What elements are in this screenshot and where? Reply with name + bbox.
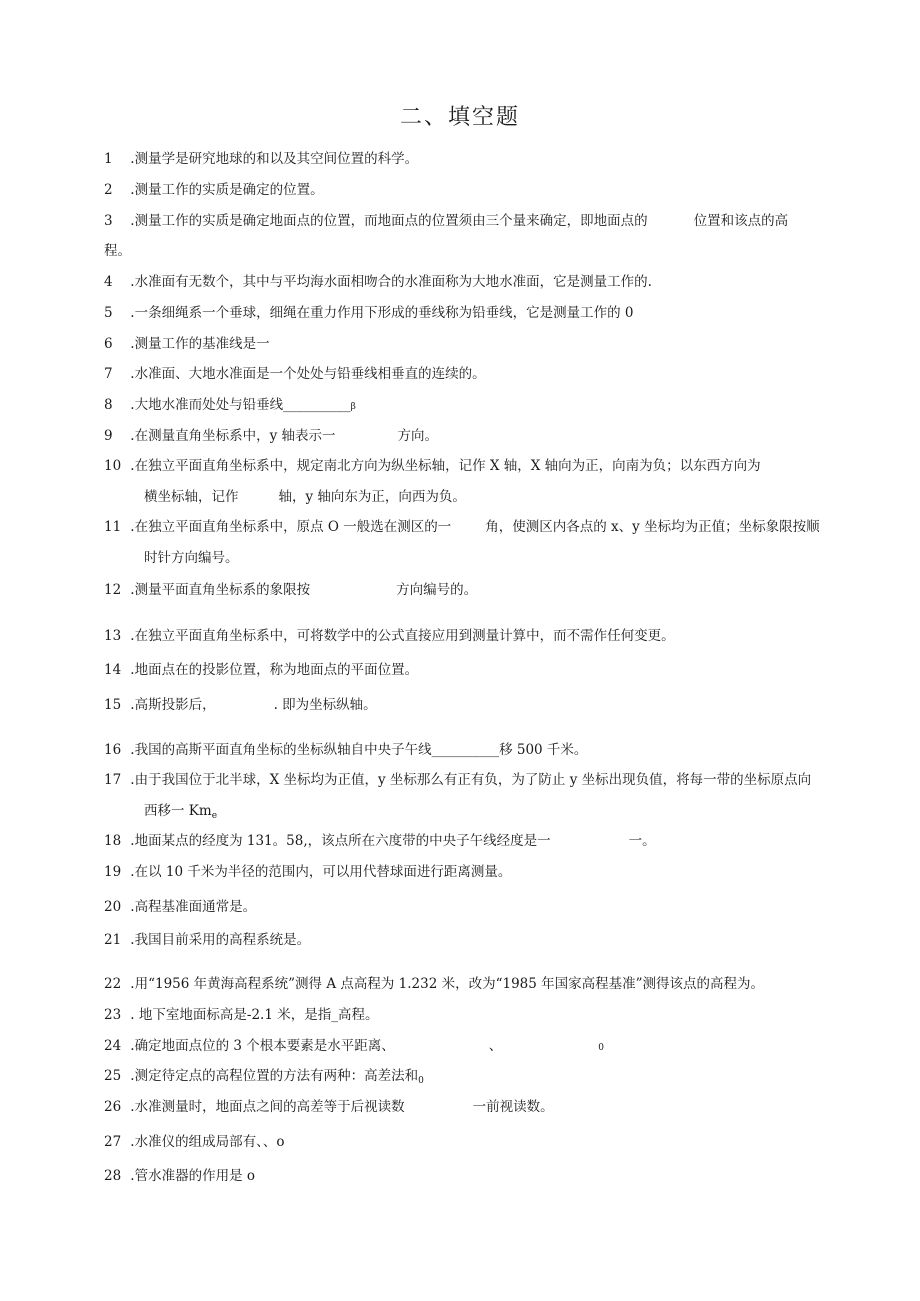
question-17-continued xyxy=(144,802,217,825)
question-number: 22 xyxy=(104,976,122,992)
question-number: 16 xyxy=(104,742,122,758)
question-subscript: 0 xyxy=(418,1076,424,1086)
question-1 xyxy=(104,150,418,168)
question-20 xyxy=(104,898,256,916)
question-text-part: 角，使测区内各点的 x、y 坐标均为正值；坐标象限按顺 xyxy=(485,519,820,535)
question-number: 17 xyxy=(104,772,122,788)
question-text: .在独立平面直角坐标系中，规定南北方向为纵坐标轴，记作 X 轴，X 轴向为正，向南为负；以东西方向为 xyxy=(130,458,761,474)
question-8 xyxy=(104,396,356,416)
question-text: .我国的高斯平面直角坐标的坐标纵轴自中央子午线__________移 500 千米。 xyxy=(130,742,588,758)
question-text-part: 西移一 Km xyxy=(144,803,212,819)
question-number: 2 xyxy=(104,182,113,198)
question-3 xyxy=(104,212,788,230)
question-text: .测量学是研究地球的和以及其空间位置的科学。 xyxy=(130,151,419,167)
question-2 xyxy=(104,181,324,199)
question-text: .测量工作的实质是确定地面点的位置，而地面点的位置须由三个量来确定，即地面点的 xyxy=(130,213,648,229)
question-17 xyxy=(104,771,811,789)
page-title: 二、填空题 xyxy=(399,105,520,130)
question-text-part: . 即为坐标纵轴。 xyxy=(273,697,377,713)
question-26 xyxy=(104,1098,554,1116)
question-number: 27 xyxy=(104,1134,122,1150)
question-16 xyxy=(104,741,587,759)
question-text: .在独立平面直角坐标系中，可将数学中的公式直接应用到测量计算中，而不需作任何变更。 xyxy=(130,628,675,644)
question-23 xyxy=(104,1006,378,1024)
question-text: .在测量直角坐标系中，y 轴表示一 xyxy=(130,428,336,444)
question-text: .测量工作的基准线是一 xyxy=(130,336,270,352)
question-9 xyxy=(104,427,438,445)
question-number: 19 xyxy=(104,864,122,880)
question-text: . 地下室地面标高是-2.1 米，是指_高程。 xyxy=(130,1007,379,1023)
question-21 xyxy=(104,931,310,949)
question-number: 3 xyxy=(104,213,113,229)
question-text: .高斯投影后， xyxy=(130,697,216,713)
question-15 xyxy=(104,696,377,714)
question-number: 14 xyxy=(104,662,122,678)
question-27 xyxy=(104,1133,284,1151)
question-mark: β xyxy=(350,402,356,412)
question-number: 26 xyxy=(104,1099,122,1115)
question-28 xyxy=(104,1167,255,1185)
question-number: 12 xyxy=(104,582,122,598)
question-number: 20 xyxy=(104,899,122,915)
question-text: .在独立平面直角坐标系中，原点 O 一般选在测区的一 xyxy=(130,519,452,535)
question-5 xyxy=(104,304,633,322)
question-text: .用“1956 年黄海高程系统”测得 A 点高程为 1.232 米，改为“1985 年国家高程基准”测得该点的高程为。 xyxy=(130,976,765,992)
question-number: 24 xyxy=(104,1038,122,1054)
question-number: 15 xyxy=(104,697,122,713)
question-22 xyxy=(104,975,764,993)
question-text-part: 一。 xyxy=(628,833,656,849)
question-text: .一条细绳系一个垂球，细绳在重力作用下形成的垂线称为铅垂线，它是测量工作的 0 xyxy=(130,305,634,321)
question-3-continued: 程。 xyxy=(104,243,131,259)
question-4 xyxy=(104,273,652,291)
question-text: .管水准器的作用是 o xyxy=(130,1168,256,1184)
question-text: .在以 10 千米为半径的范围内，可以用代替球面进行距离测量。 xyxy=(130,864,512,880)
question-12 xyxy=(104,581,477,599)
question-text: .地面某点的经度为 131。58,，该点所在六度带的中央子午线经度是一 xyxy=(130,833,551,849)
question-text: .测定待定点的高程位置的方法有两种：高差法和 xyxy=(130,1068,419,1084)
question-24 xyxy=(104,1037,604,1057)
question-number: 4 xyxy=(104,274,113,290)
question-number: 9 xyxy=(104,428,113,444)
question-18 xyxy=(104,832,656,850)
question-text: .测量工作的实质是确定的位置。 xyxy=(130,182,324,198)
question-10-continued xyxy=(144,488,466,506)
question-text: .由于我国位于北半球，X 坐标均为正值，y 坐标那么有正有负，为了防止 y 坐标出现负值，将每一带的坐标原点向 xyxy=(130,772,812,788)
question-number: 28 xyxy=(104,1168,122,1184)
question-number: 18 xyxy=(104,833,122,849)
question-14 xyxy=(104,661,418,679)
question-number: 7 xyxy=(104,366,113,382)
question-number: 11 xyxy=(104,519,122,535)
question-text: .水准面有无数个，其中与平均海水面相吻合的水准面称为大地水准面，它是测量工作的. xyxy=(130,274,652,290)
question-19 xyxy=(104,863,511,881)
question-6 xyxy=(104,335,270,353)
question-11 xyxy=(104,518,820,536)
question-subscript: e xyxy=(211,811,218,821)
question-13 xyxy=(104,627,675,645)
question-text-part: 横坐标轴，记作 xyxy=(144,489,239,505)
question-number: 6 xyxy=(104,336,113,352)
question-7 xyxy=(104,365,486,383)
question-number: 8 xyxy=(104,397,113,413)
question-text: .确定地面点位的 3 个根本要素是水平距离、 xyxy=(130,1038,395,1054)
question-11-continued: 时针方向编号。 xyxy=(144,550,239,566)
question-text: .测量平面直角坐标系的象限按 xyxy=(130,582,311,598)
question-text: .水准面、大地水准面是一个处处与铅垂线相垂直的连续的。 xyxy=(130,366,486,382)
question-number: 5 xyxy=(104,305,113,321)
question-number: 1 xyxy=(104,151,113,167)
question-text-part: 一前视读数。 xyxy=(472,1099,554,1115)
question-text-part: 方向编号的。 xyxy=(396,582,478,598)
question-number: 21 xyxy=(104,932,122,948)
question-25 xyxy=(104,1067,424,1090)
question-number: 23 xyxy=(104,1007,122,1023)
question-text-part: 、 xyxy=(488,1038,503,1054)
question-10 xyxy=(104,457,761,475)
question-text: .大地水准而处处与铅垂线__________ xyxy=(130,397,351,413)
question-text: .地面点在的投影位置，称为地面点的平面位置。 xyxy=(130,662,419,678)
question-text: .水准测量时，地面点之间的高差等于后视读数 xyxy=(130,1099,405,1115)
question-text-part: 位置和该点的高 xyxy=(693,213,789,229)
question-number: 13 xyxy=(104,628,122,644)
question-mark: 0 xyxy=(598,1043,604,1053)
question-text: .高程基准面通常是。 xyxy=(130,899,257,915)
question-text-part: 方向。 xyxy=(397,428,439,444)
question-text: .水准仪的组成局部有、、o xyxy=(130,1134,285,1150)
question-text-part: 轴，y 轴向东为正，向西为负。 xyxy=(278,489,466,505)
question-text: .我国目前采用的高程系统是。 xyxy=(130,932,311,948)
question-number: 10 xyxy=(104,458,122,474)
question-number: 25 xyxy=(104,1068,122,1084)
